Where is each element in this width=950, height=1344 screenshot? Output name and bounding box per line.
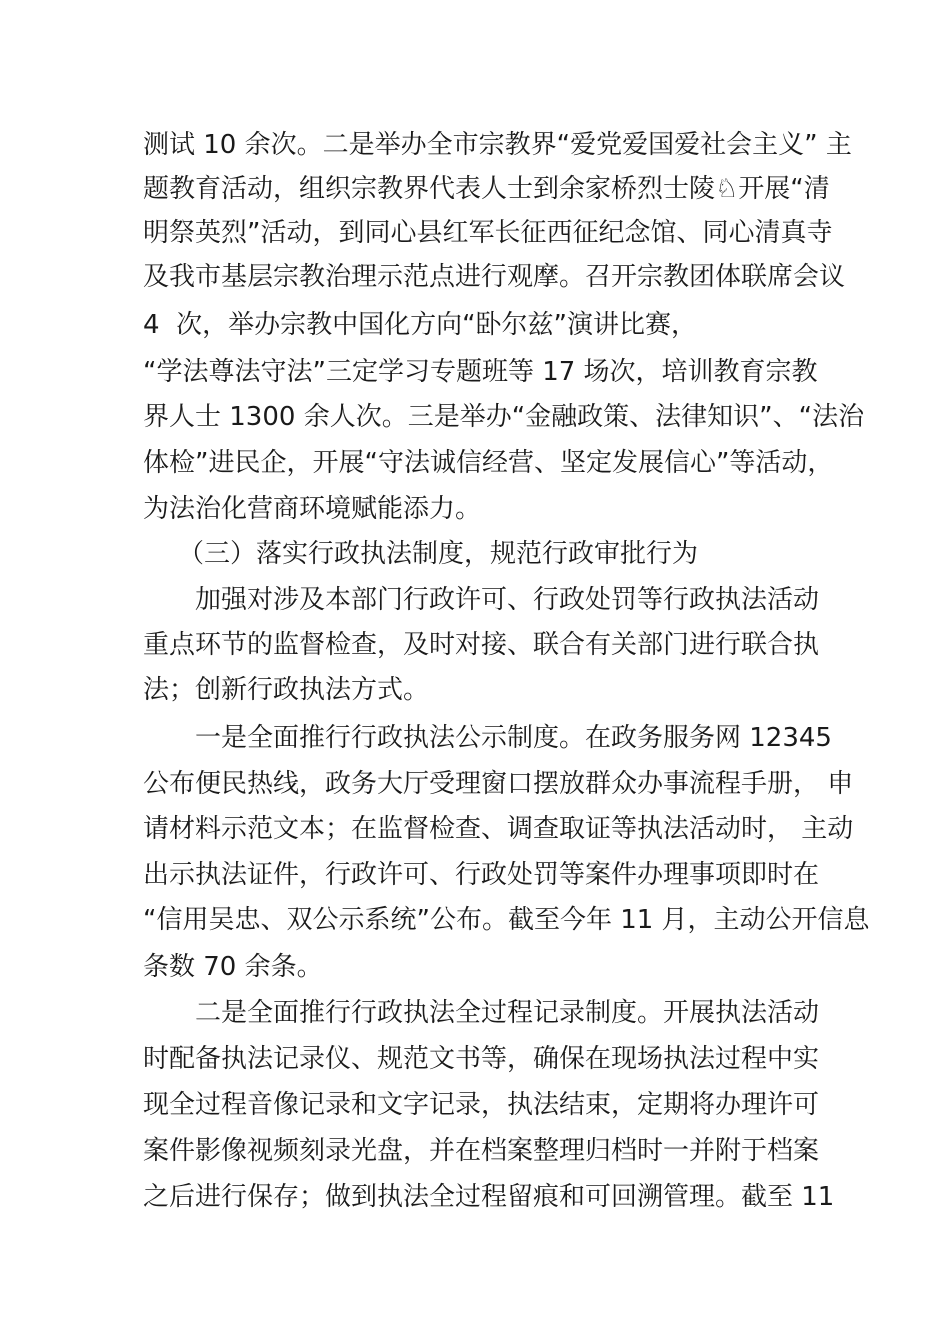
text-line: 现全过程音像记录和文字记录，执法结束，定期将办理许可 bbox=[143, 1090, 820, 1120]
text-line: 明祭英烈”活动，到同心县红军长征西征纪念馆、同心清真寺 bbox=[143, 218, 833, 248]
text-line: “学法尊法守法”三定学习专题班等 17 场次，培训教育宗教 bbox=[143, 357, 818, 387]
text-line: 为法治化营商环境赋能添力。 bbox=[143, 494, 482, 524]
text-line: “信用吴忠、双公示系统”公布。截至今年 11 月，主动公开信息 bbox=[143, 905, 870, 935]
text-line: 4 次，举办宗教中国化方向“卧尔兹”演讲比赛， bbox=[143, 310, 698, 340]
text-line: 测试 10 余次。二是举办全市宗教界“爱党爱国爱社会主义” 主 bbox=[143, 130, 852, 160]
text-line: 案件影像视频刻录光盘，并在档案整理归档时一并附于档案 bbox=[143, 1136, 820, 1166]
section-heading: （三）落实行政执法制度，规范行政审批行为 bbox=[178, 539, 699, 569]
text-line: 体检”进民企，开展“守法诚信经营、坚定发展信心”等活动， bbox=[143, 448, 834, 478]
text-line: 重点环节的监督检查，及时对接、联合有关部门进行联合执 bbox=[143, 630, 820, 660]
text-line: 之后进行保存；做到执法全过程留痕和可回溯管理。截至 11 bbox=[143, 1182, 835, 1212]
text-line: 公布便民热线，政务大厅受理窗口摆放群众办事流程手册， 申 bbox=[143, 769, 854, 799]
text-line: 法；创新行政执法方式。 bbox=[143, 675, 430, 705]
text-line: 题教育活动，组织宗教界代表人士到余家桥烈士陵♘开展“清 bbox=[143, 174, 830, 204]
text-line: 时配备执法记录仪、规范文书等，确保在现场执法过程中实 bbox=[143, 1044, 820, 1074]
text-line: 请材料示范文本；在监督检查、调查取证等执法活动时， 主动 bbox=[143, 814, 854, 844]
text-line: 及我市基层宗教治理示范点进行观摩。召开宗教团体联席会议 bbox=[143, 262, 846, 292]
text-line: 条数 70 余条。 bbox=[143, 952, 323, 982]
paragraph-first-line: 二是全面推行行政执法全过程记录制度。开展执法活动 bbox=[195, 998, 820, 1028]
text-line: 出示执法证件，行政许可、行政处罚等案件办理事项即时在 bbox=[143, 860, 820, 890]
paragraph-first-line: 加强对涉及本部门行政许可、行政处罚等行政执法活动 bbox=[195, 585, 820, 615]
paragraph-first-line: 一是全面推行行政执法公示制度。在政务服务网 12345 bbox=[195, 723, 832, 753]
text-line: 界人士 1300 余人次。三是举办“金融政策、法律知识”、“法治 bbox=[143, 402, 865, 432]
